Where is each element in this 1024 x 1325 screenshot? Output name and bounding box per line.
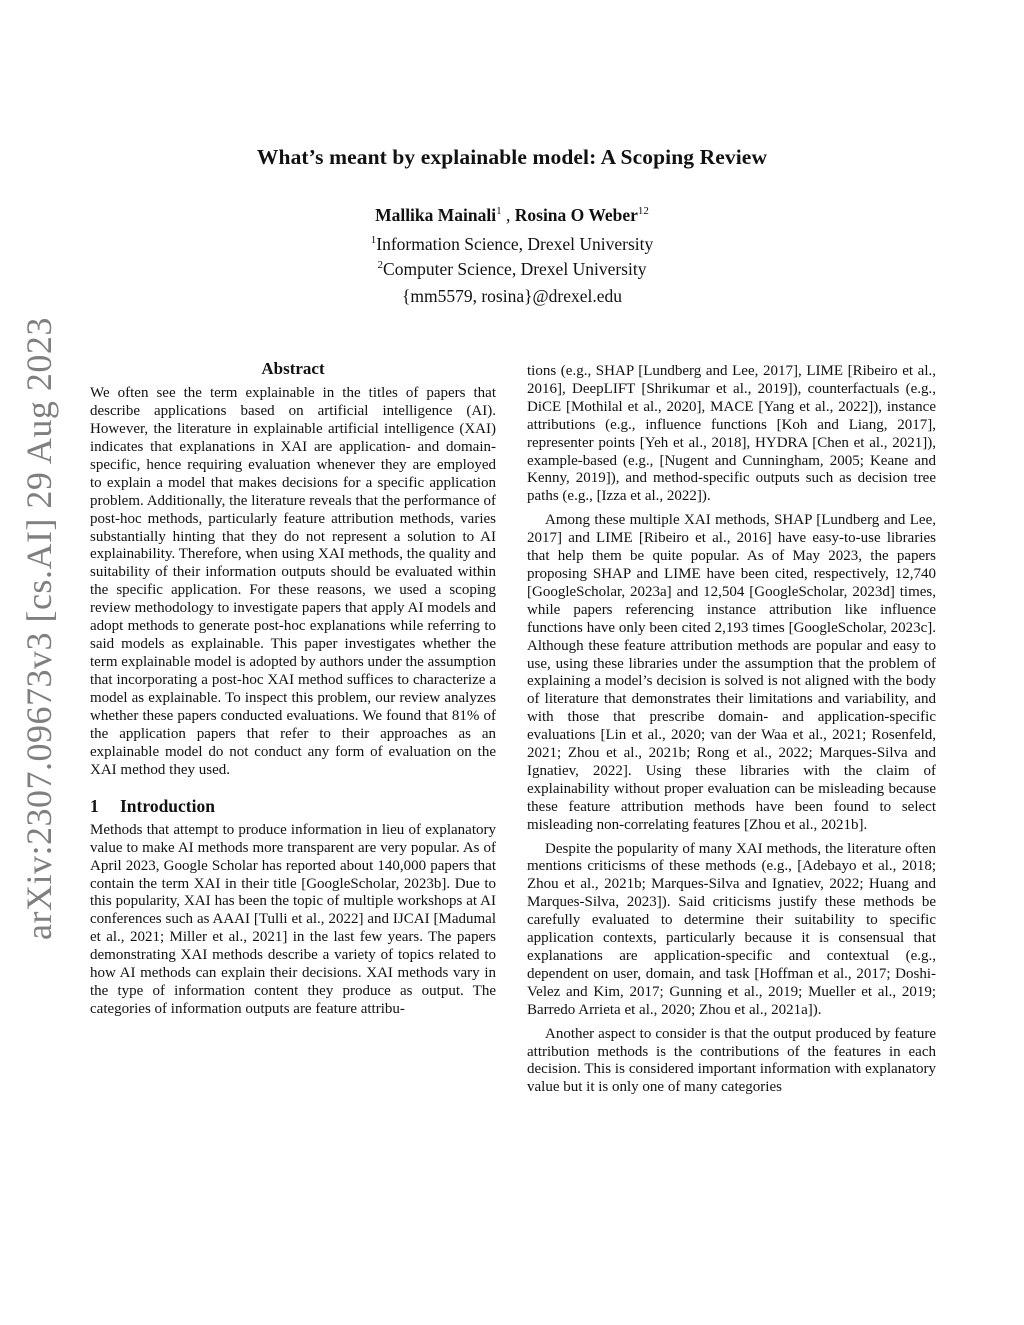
author-separator: , — [501, 205, 515, 225]
body-paragraph: Despite the popularity of many XAI methods, the literature often mentions criticisms of these methods (e.g., [Adebayo et al., 2018; Zhou et al., 2021b; Marques-Silva and Ignatiev, 2022; Huang and Marques-Silva, 2023]). Said criticisms justify these methods be carefully evaluated to determine their suitability to specific application contexts, particularly because it is consensual that explanations are application-specific and contextual (e.g., dependent on user, domain, and task [Hoffman et al., 2017; Doshi-Velez and Kim, 2017; Gunning et al., 2019; Mueller et al., 2019; Barredo Arrieta et al., 2020; Zhou et al., 2021a]). — [527, 840, 936, 1018]
author-affil-mark: 1 — [496, 205, 502, 218]
author-name: Mallika Mainali — [375, 205, 497, 225]
arxiv-identifier: arXiv:2307.09673v3 [cs.AI] 29 Aug 2023 — [19, 317, 59, 940]
affiliation-mark: 1 — [370, 234, 377, 247]
abstract-body: We often see the term explainable in the titles of papers that describe applications based on artificial intelligence (AI). However, the literature in explainable artificial intelligence (XAI) indicates that explanations in XAI are application- and domain-specific, hence requiring evaluation whenever they are employed to explain a model that makes decisions for a specific application problem. Additionally, the literature reveals that the performance of post-hoc methods, particularly feature attribution methods, varies substantially hinting that they do not represent a solution to AI explainability. Therefore, when using XAI methods, the quality and suitability of their information outputs should be evaluated within the specific application. For these reasons, we used a scoping review methodology to investigate papers that apply AI models and adopt methods to generate post-hoc explanations while referring to said models as explainable. This paper investigates whether the term explainable model is adopted by authors under the assumption that incorporating a post-hoc XAI method suffices to characterize a model as explainable. To inspect this problem, our review analyzes whether these papers conducted evaluations. We found that 81% of the application papers that refer to their approaches as an explainable model do not conduct any form of evaluation on the XAI method they used. — [90, 384, 496, 778]
affiliation-mark: 2 — [377, 259, 384, 272]
author-affil-mark: 12 — [637, 205, 649, 218]
affiliation-line — [0, 259, 1024, 280]
section-heading — [90, 795, 496, 816]
left-column — [90, 360, 496, 1019]
author-email: {mm5579, rosina}@drexel.edu — [401, 286, 623, 306]
body-paragraph: Among these multiple XAI methods, SHAP [Lundberg and Lee, 2017] and LIME [Ribeiro et al., 2016] have easy-to-use libraries that help them be quite popular. As of May 2023, the papers proposing SHAP and LIME have been cited, respectively, 12,740 [GoogleScholar, 2023a] and 12,504 [GoogleScholar, 2023d] times, while papers referencing instance attribution like influence functions have only been cited 2,193 times [GoogleScholar, 2023c]. Although these feature attribution methods are popular and easy to use, using these libraries under the assumption that the problem of explaining a model’s decision is solved is not aligned with the body of literature that demonstrates their limitations and variability, and with those that prescribe domain- and application-specific evaluations [Lin et al., 2020; van der Waa et al., 2021; Rosenfeld, 2021; Zhou et al., 2021b; Rong et al., 2022; Marques-Silva and Ignatiev, 2022]. Using these libraries with the claim of explainability without proper evaluation can be misleading because these feature attribution methods have been found to select misleading non-correlating features [Zhou et al., 2021b]. — [527, 512, 936, 833]
right-column — [527, 363, 936, 1097]
intro-paragraph: Methods that attempt to produce information in lieu of explanatory value to make AI methods more transparent are very popular. As of April 2023, Google Scholar has reported about 140,000 papers that contain the term XAI in their title [GoogleScholar, 2023b]. Due to this popularity, XAI has been the topic of multiple workshops at AI conferences such as AAAI [Tulli et al., 2022] and IJCAI [Madumal et al., 2021; Miller et al., 2021] in the last few years. The papers demonstrating XAI methods describe a variety of topics related to how AI methods can explain their decisions. XAI methods vary in the type of information content they produce as output. The categories of information outputs are feature attribu- — [90, 821, 496, 1017]
affiliation-text: Information Science, Drexel University — [376, 234, 654, 254]
section-number: 1 — [90, 795, 99, 816]
body-paragraph: Another aspect to consider is that the output produced by feature attribution methods is the contributions of the features in each decision. This is considered important information with explanatory value but it is only one of many categories — [527, 1025, 936, 1096]
author-name: Rosina O Weber — [514, 205, 638, 225]
abstract-heading: Abstract — [261, 359, 325, 378]
paper-title: What’s meant by explainable model: A Scoping Review — [256, 145, 768, 169]
affiliation-text: Computer Science, Drexel University — [383, 259, 647, 279]
body-paragraph: tions (e.g., SHAP [Lundberg and Lee, 2017], LIME [Ribeiro et al., 2016], DeepLIFT [Shrikumar et al., 2019]), counterfactuals (e.g., DiCE [Mothilal et al., 2020], MACE [Yang et al., 2022]), instance attributions (e.g., influence functions [Koh and Liang, 2017], representer points [Yeh et al., 2018], HYDRA [Chen et al., 2021]), example-based (e.g., [Nugent and Cunningham, 2005; Keane and Kenny, 2019]), and method-specific outputs such as decision tree paths (e.g., [Izza et al., 2022]). — [527, 363, 936, 505]
section-title: Introduction — [120, 795, 215, 816]
affiliation-line — [0, 234, 1024, 255]
author-line — [0, 205, 1024, 226]
